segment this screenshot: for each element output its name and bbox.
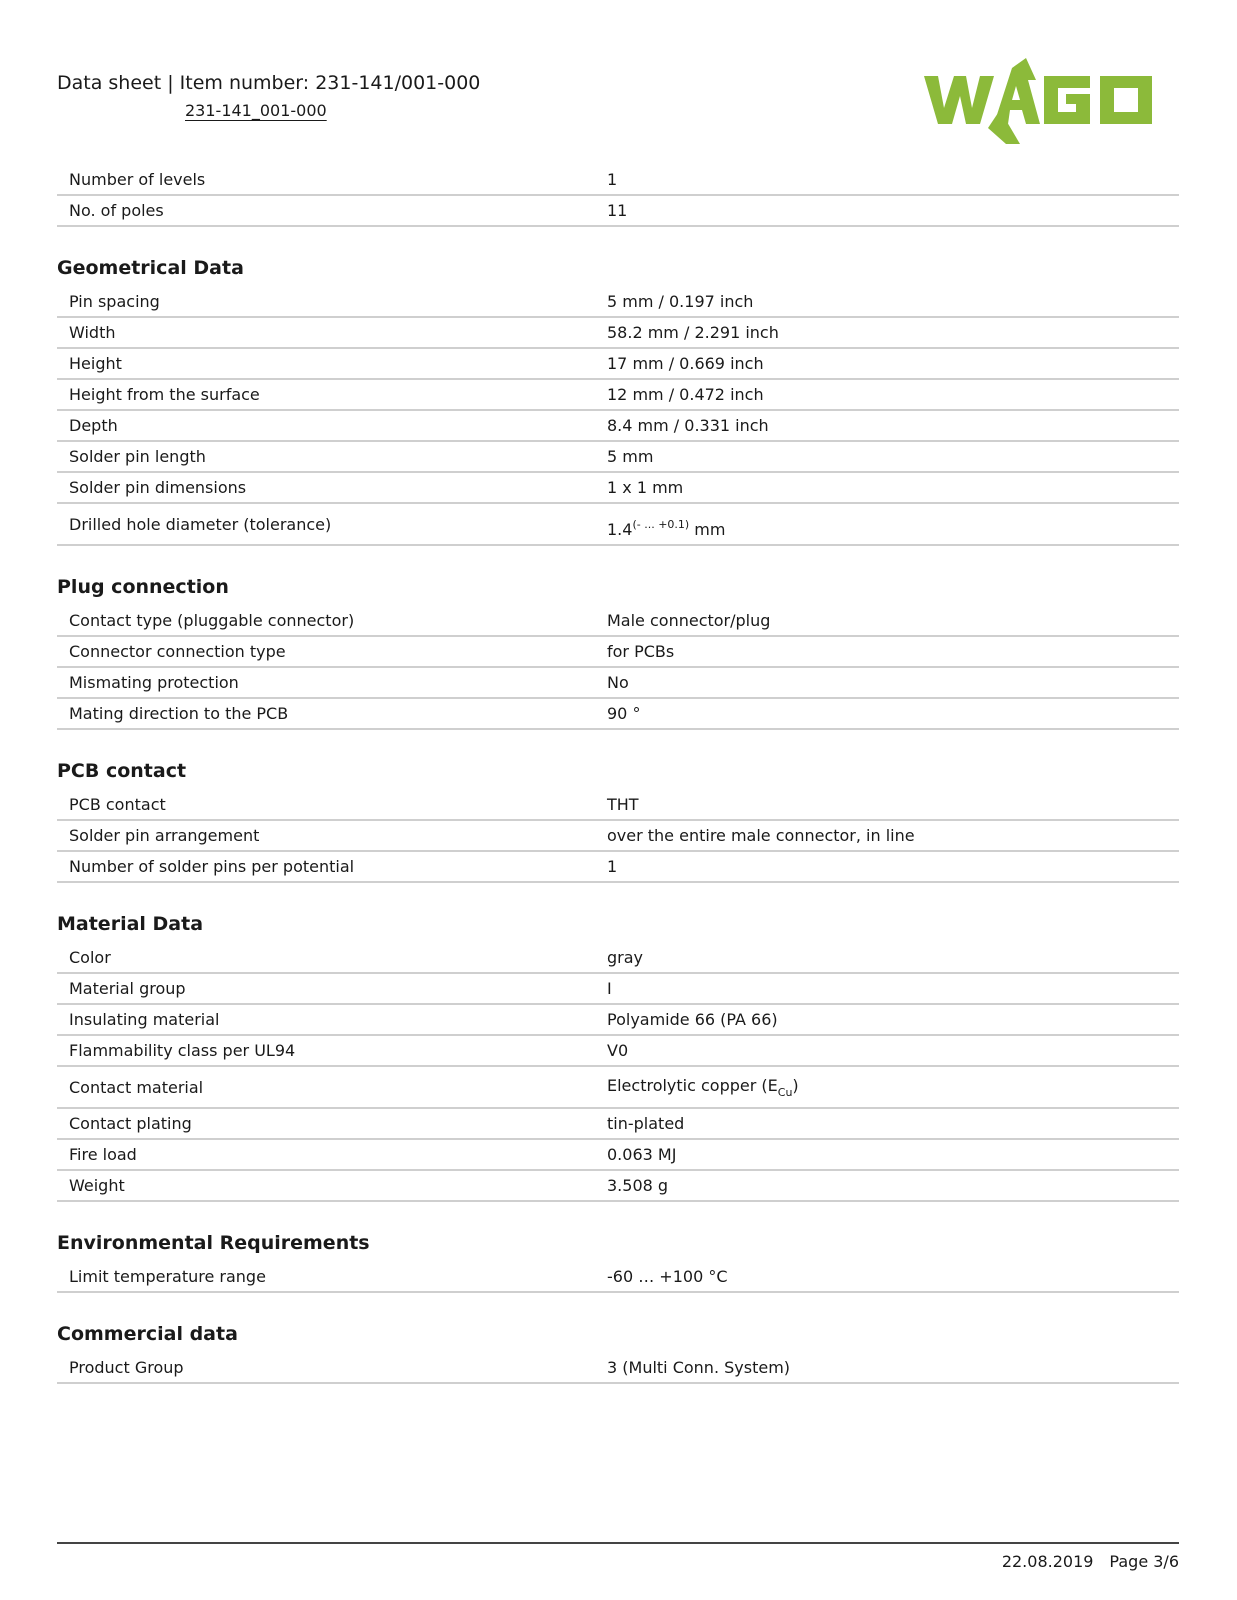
- plug-table: [57, 606, 1179, 730]
- row-label: Insulating material: [69, 1010, 220, 1029]
- contact-material-pre: Electrolytic copper (E: [607, 1075, 778, 1095]
- row-value: [607, 1076, 1179, 1099]
- page-title: Data sheet | Item number: 231-141/001-000: [57, 72, 481, 94]
- table-row: [57, 1005, 1179, 1036]
- section-title-plug: Plug connection: [57, 576, 229, 598]
- table-row: [57, 504, 1179, 546]
- row-value: 3 (Multi Conn. System): [607, 1358, 791, 1377]
- row-label: Height: [69, 354, 122, 373]
- row-label: Solder pin length: [69, 447, 206, 466]
- drilled-tolerance: (- ... +0.1): [632, 517, 690, 531]
- row-label: Limit temperature range: [69, 1267, 266, 1286]
- row-label: Solder pin arrangement: [69, 826, 260, 845]
- row-label: No. of poles: [69, 201, 164, 220]
- row-value: V0: [607, 1041, 629, 1060]
- pcb-table: [57, 790, 1179, 883]
- table-row: [57, 699, 1179, 730]
- row-label: Contact type (pluggable connector): [69, 611, 355, 630]
- table-row: [57, 606, 1179, 637]
- drilled-unit: mm: [689, 519, 726, 539]
- row-label: Number of levels: [69, 170, 206, 189]
- row-value: 1 x 1 mm: [607, 478, 684, 497]
- datasheet-content: [57, 165, 1179, 1384]
- section-title-geometrical: Geometrical Data: [57, 257, 244, 279]
- table-row: [57, 165, 1179, 196]
- contact-material-post: ): [792, 1075, 799, 1095]
- table-row: [57, 380, 1179, 411]
- table-row: [57, 821, 1179, 852]
- contact-material-sub: Cu: [777, 1085, 793, 1099]
- row-label: Solder pin dimensions: [69, 478, 247, 497]
- row-value: 1: [607, 857, 618, 876]
- row-label: Flammability class per UL94: [69, 1041, 296, 1060]
- row-label: Contact plating: [69, 1114, 192, 1133]
- row-value: gray: [607, 948, 644, 967]
- page-footer: [1002, 1552, 1179, 1571]
- row-label: Material group: [69, 979, 186, 998]
- table-row: [57, 318, 1179, 349]
- table-row: [57, 1109, 1179, 1140]
- row-value: over the entire male connector, in line: [607, 826, 915, 845]
- table-row: [57, 637, 1179, 668]
- material-table: [57, 943, 1179, 1202]
- row-value: 1: [607, 170, 618, 189]
- row-label: Product Group: [69, 1358, 184, 1377]
- geometrical-table: [57, 287, 1179, 546]
- section-title-environment: Environmental Requirements: [57, 1232, 370, 1254]
- row-value: 90 °: [607, 704, 641, 723]
- row-label: Width: [69, 323, 116, 342]
- section-title-commercial: Commercial data: [57, 1323, 238, 1345]
- row-value: for PCBs: [607, 642, 675, 661]
- row-value: 12 mm / 0.472 inch: [607, 385, 764, 404]
- wago-logo: [924, 58, 1179, 144]
- row-value: 3.508 g: [607, 1176, 669, 1195]
- item-link[interactable]: 231-141_001-000: [185, 101, 327, 120]
- row-label: Pin spacing: [69, 292, 160, 311]
- table-row: [57, 349, 1179, 380]
- commercial-table: [57, 1353, 1179, 1384]
- row-value: 11: [607, 201, 628, 220]
- table-row: [57, 974, 1179, 1005]
- row-label: Weight: [69, 1176, 125, 1195]
- table-row: [57, 790, 1179, 821]
- table-row: [57, 943, 1179, 974]
- row-value: Polyamide 66 (PA 66): [607, 1010, 778, 1029]
- table-row: [57, 473, 1179, 504]
- row-label: Mismating protection: [69, 673, 239, 692]
- row-value: THT: [607, 795, 639, 814]
- row-value: [607, 510, 1179, 539]
- row-value: 5 mm / 0.197 inch: [607, 292, 754, 311]
- table-row: [57, 1140, 1179, 1171]
- row-value: 8.4 mm / 0.331 inch: [607, 416, 769, 435]
- footer-date: 22.08.2019: [1001, 1552, 1094, 1571]
- row-label: Fire load: [69, 1145, 137, 1164]
- table-row: [57, 852, 1179, 883]
- row-label: Drilled hole diameter (tolerance): [69, 514, 332, 534]
- row-value: No: [607, 673, 629, 692]
- section-title-pcb: PCB contact: [57, 760, 187, 782]
- row-value: 0.063 MJ: [607, 1145, 677, 1164]
- table-row: [57, 1067, 1179, 1109]
- section-title-material: Material Data: [57, 913, 204, 935]
- row-value: -60 … +100 °C: [607, 1267, 728, 1286]
- general-table: [57, 165, 1179, 227]
- row-value: I: [607, 979, 612, 998]
- environment-table: [57, 1262, 1179, 1293]
- row-label: Depth: [69, 416, 118, 435]
- table-row: [57, 1262, 1179, 1293]
- table-row: [57, 287, 1179, 318]
- drilled-base: 1.4: [607, 519, 633, 539]
- row-label: Number of solder pins per potential: [69, 857, 355, 876]
- table-row: [57, 1353, 1179, 1384]
- row-label: Mating direction to the PCB: [69, 704, 289, 723]
- row-label: Height from the surface: [69, 385, 260, 404]
- table-row: [57, 442, 1179, 473]
- row-label: Connector connection type: [69, 642, 286, 661]
- row-value: 17 mm / 0.669 inch: [607, 354, 764, 373]
- table-row: [57, 411, 1179, 442]
- row-label: PCB contact: [69, 795, 166, 814]
- row-value: 5 mm: [607, 447, 654, 466]
- row-label: Color: [69, 948, 111, 967]
- footer-divider: [57, 1542, 1179, 1544]
- footer-page-number: Page 3/6: [1109, 1552, 1179, 1571]
- row-label: Contact material: [69, 1077, 204, 1097]
- table-row: [57, 1036, 1179, 1067]
- row-value: tin-plated: [607, 1114, 685, 1133]
- row-value: 58.2 mm / 2.291 inch: [607, 323, 779, 342]
- table-row: [57, 1171, 1179, 1202]
- row-value: Male connector/plug: [607, 611, 771, 630]
- table-row: [57, 668, 1179, 699]
- table-row: [57, 196, 1179, 227]
